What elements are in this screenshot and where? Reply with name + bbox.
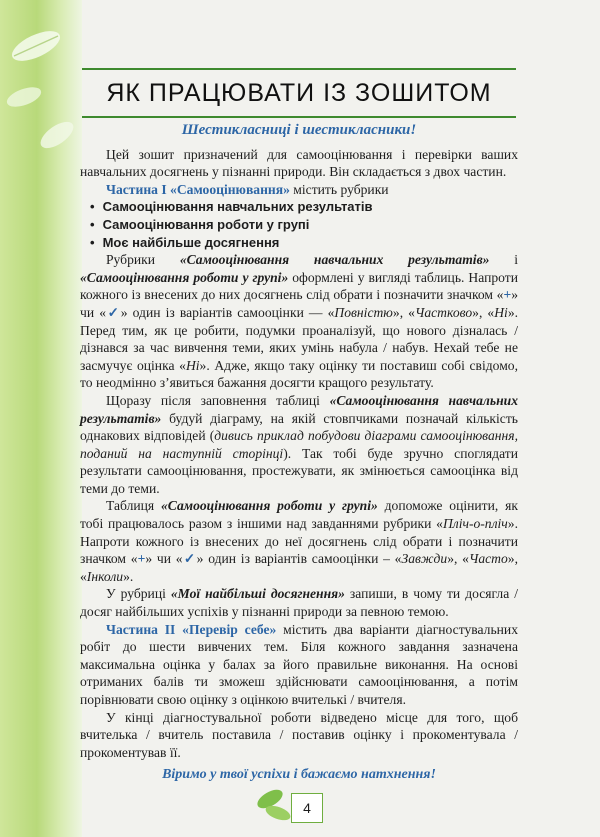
- text-run: Часто: [468, 551, 508, 567]
- text-run: дивись приклад побудови діаграми самооцінювання, поданий на наступній сторінці: [80, 428, 518, 461]
- check-icon: ✓: [106, 304, 121, 320]
- achievements-paragraph: [80, 585, 518, 620]
- rubric-list: [80, 198, 518, 251]
- text-run: «Самооцінювання роботи у групі»: [80, 269, 289, 285]
- list-item: • Самооцінювання навчальних результатів: [90, 198, 518, 216]
- part2-label: Частина ІІ «Перевір себе»: [106, 621, 277, 637]
- text-run: Рубрики: [106, 252, 180, 268]
- text-run: Інколи: [86, 568, 124, 584]
- text-run: «Самооцінювання навчальних результатів»: [80, 392, 519, 426]
- text-run: ». Адже, якщо таку оцінку ти поставиш собі свідомо, то неодмінно з’явиться бажання досягти кращого результату.: [80, 357, 518, 391]
- text-run: Ні: [185, 357, 200, 373]
- list-item: • Моє найбільше досягнення: [90, 234, 518, 252]
- text-run: », «: [447, 551, 469, 567]
- text-run: », «: [392, 304, 415, 320]
- text-run: Ні: [494, 304, 508, 320]
- text-run: Щоразу після заповнення таблиці: [106, 392, 330, 408]
- text-run: Пліч-о-пліч: [442, 516, 508, 532]
- text-run: запиши, в чому ти досягла / досяг найбільших успіхів у пізнанні природи за певною темою.: [80, 586, 518, 620]
- text-run: », «: [472, 304, 495, 320]
- text-run: », «: [80, 551, 518, 584]
- part2-paragraph: [80, 621, 518, 709]
- page-title-box: [82, 68, 516, 118]
- rubrics-paragraph: [80, 251, 518, 392]
- leaf-icon: [34, 118, 80, 152]
- text-run: оформлені у вигляді таблиць. Напроти кожного із внесених до них досягнень слід обрати і позначити значком «: [80, 269, 518, 303]
- intro-paragraph: Цей зошит призначений для самооцінювання і перевірки ваших навчальних досягнень у пізнанні природи. Він складається з двох частин.: [80, 146, 518, 180]
- plus-mark: +: [137, 551, 146, 567]
- diagram-paragraph: [80, 392, 518, 498]
- decorative-green-band: [0, 0, 82, 837]
- page-title: ЯК ПРАЦЮВАТИ ІЗ ЗОШИТОМ: [106, 78, 492, 107]
- main-content: [80, 120, 518, 784]
- leaf-icon: [2, 82, 46, 112]
- text-run: Частково: [414, 304, 473, 320]
- text-run: допоможе оцінити, як тобі працювалось разом з іншими над завданнями рубрики «: [80, 498, 518, 532]
- closing-line: Віримо у твої успіхи і бажаємо натхнення!: [162, 767, 436, 783]
- text-run: Таблиця: [106, 498, 161, 514]
- final-paragraph: У кінці діагностувальної роботи відведено місце для того, щоб вчителька / вчитель поставила / поставив оцінку і прокоментувала / прокоментував її.: [80, 709, 518, 760]
- text-run: «Мої найбільші досягнення»: [170, 586, 345, 602]
- page-number: [291, 793, 323, 823]
- text-run: ». Напроти кожного із внесених до неї досягнень слід обрати і позначити значком «: [80, 516, 518, 567]
- part1-text: містить рубрики: [289, 181, 389, 197]
- text-run: ». Перед тим, як це робити, подумки проаналізуй, що нового дізналась / дізнався за час вивчення теми, яких умінь набула / набув. Нехай тебе не засмучує оцінка «: [80, 304, 519, 373]
- text-run: ».: [123, 568, 134, 584]
- list-item: • Самооцінювання роботи у групі: [90, 216, 518, 234]
- text-run: Завжди: [401, 551, 448, 567]
- check-icon: ✓: [182, 551, 197, 567]
- group-work-paragraph: [80, 497, 518, 585]
- text-run: » один із варіантів самооцінки — «: [120, 304, 335, 320]
- leaf-icon: [6, 26, 66, 66]
- text-run: будуй діаграму, на якій стовпчиками позначай кількість однакових відповідей (: [80, 410, 518, 444]
- text-run: ). Так тобі буде зручно споглядати результати самооцінювання, простежувати, як змінюється самооцінка від теми до теми.: [80, 445, 518, 496]
- part1-label: Частина І «Самооцінювання»: [106, 181, 290, 197]
- plus-mark: +: [503, 287, 512, 303]
- greeting: Шестикласниці і шестикласники!: [181, 122, 417, 138]
- text-run: У рубриці: [106, 586, 171, 602]
- part1-paragraph: [80, 181, 518, 199]
- text-run: » один із варіантів самооцінки – «: [196, 551, 402, 567]
- text-run: » чи «: [80, 287, 518, 320]
- leaves-decoration-icon: [252, 785, 296, 825]
- text-run: «Самооцінювання роботи у групі»: [161, 498, 378, 514]
- text-run: » чи «: [145, 551, 183, 567]
- text-run: Повністю: [334, 304, 393, 320]
- text-run: і: [489, 252, 518, 268]
- text-run: містить два варіанти діагностувальних робіт до шести вивчених тем. Біля кожного завдання зазначена максимальна оцінка у балах за його правильне виконання. На основі отриманих балів ти зможеш здійснювати самооцінювання, а потім порівнювати свою оцінку з оцінкою вчителькі / вчителя.: [80, 621, 518, 707]
- page-number-text: 4: [303, 800, 311, 816]
- text-run: «Самооцінювання навчальних результатів»: [179, 252, 490, 268]
